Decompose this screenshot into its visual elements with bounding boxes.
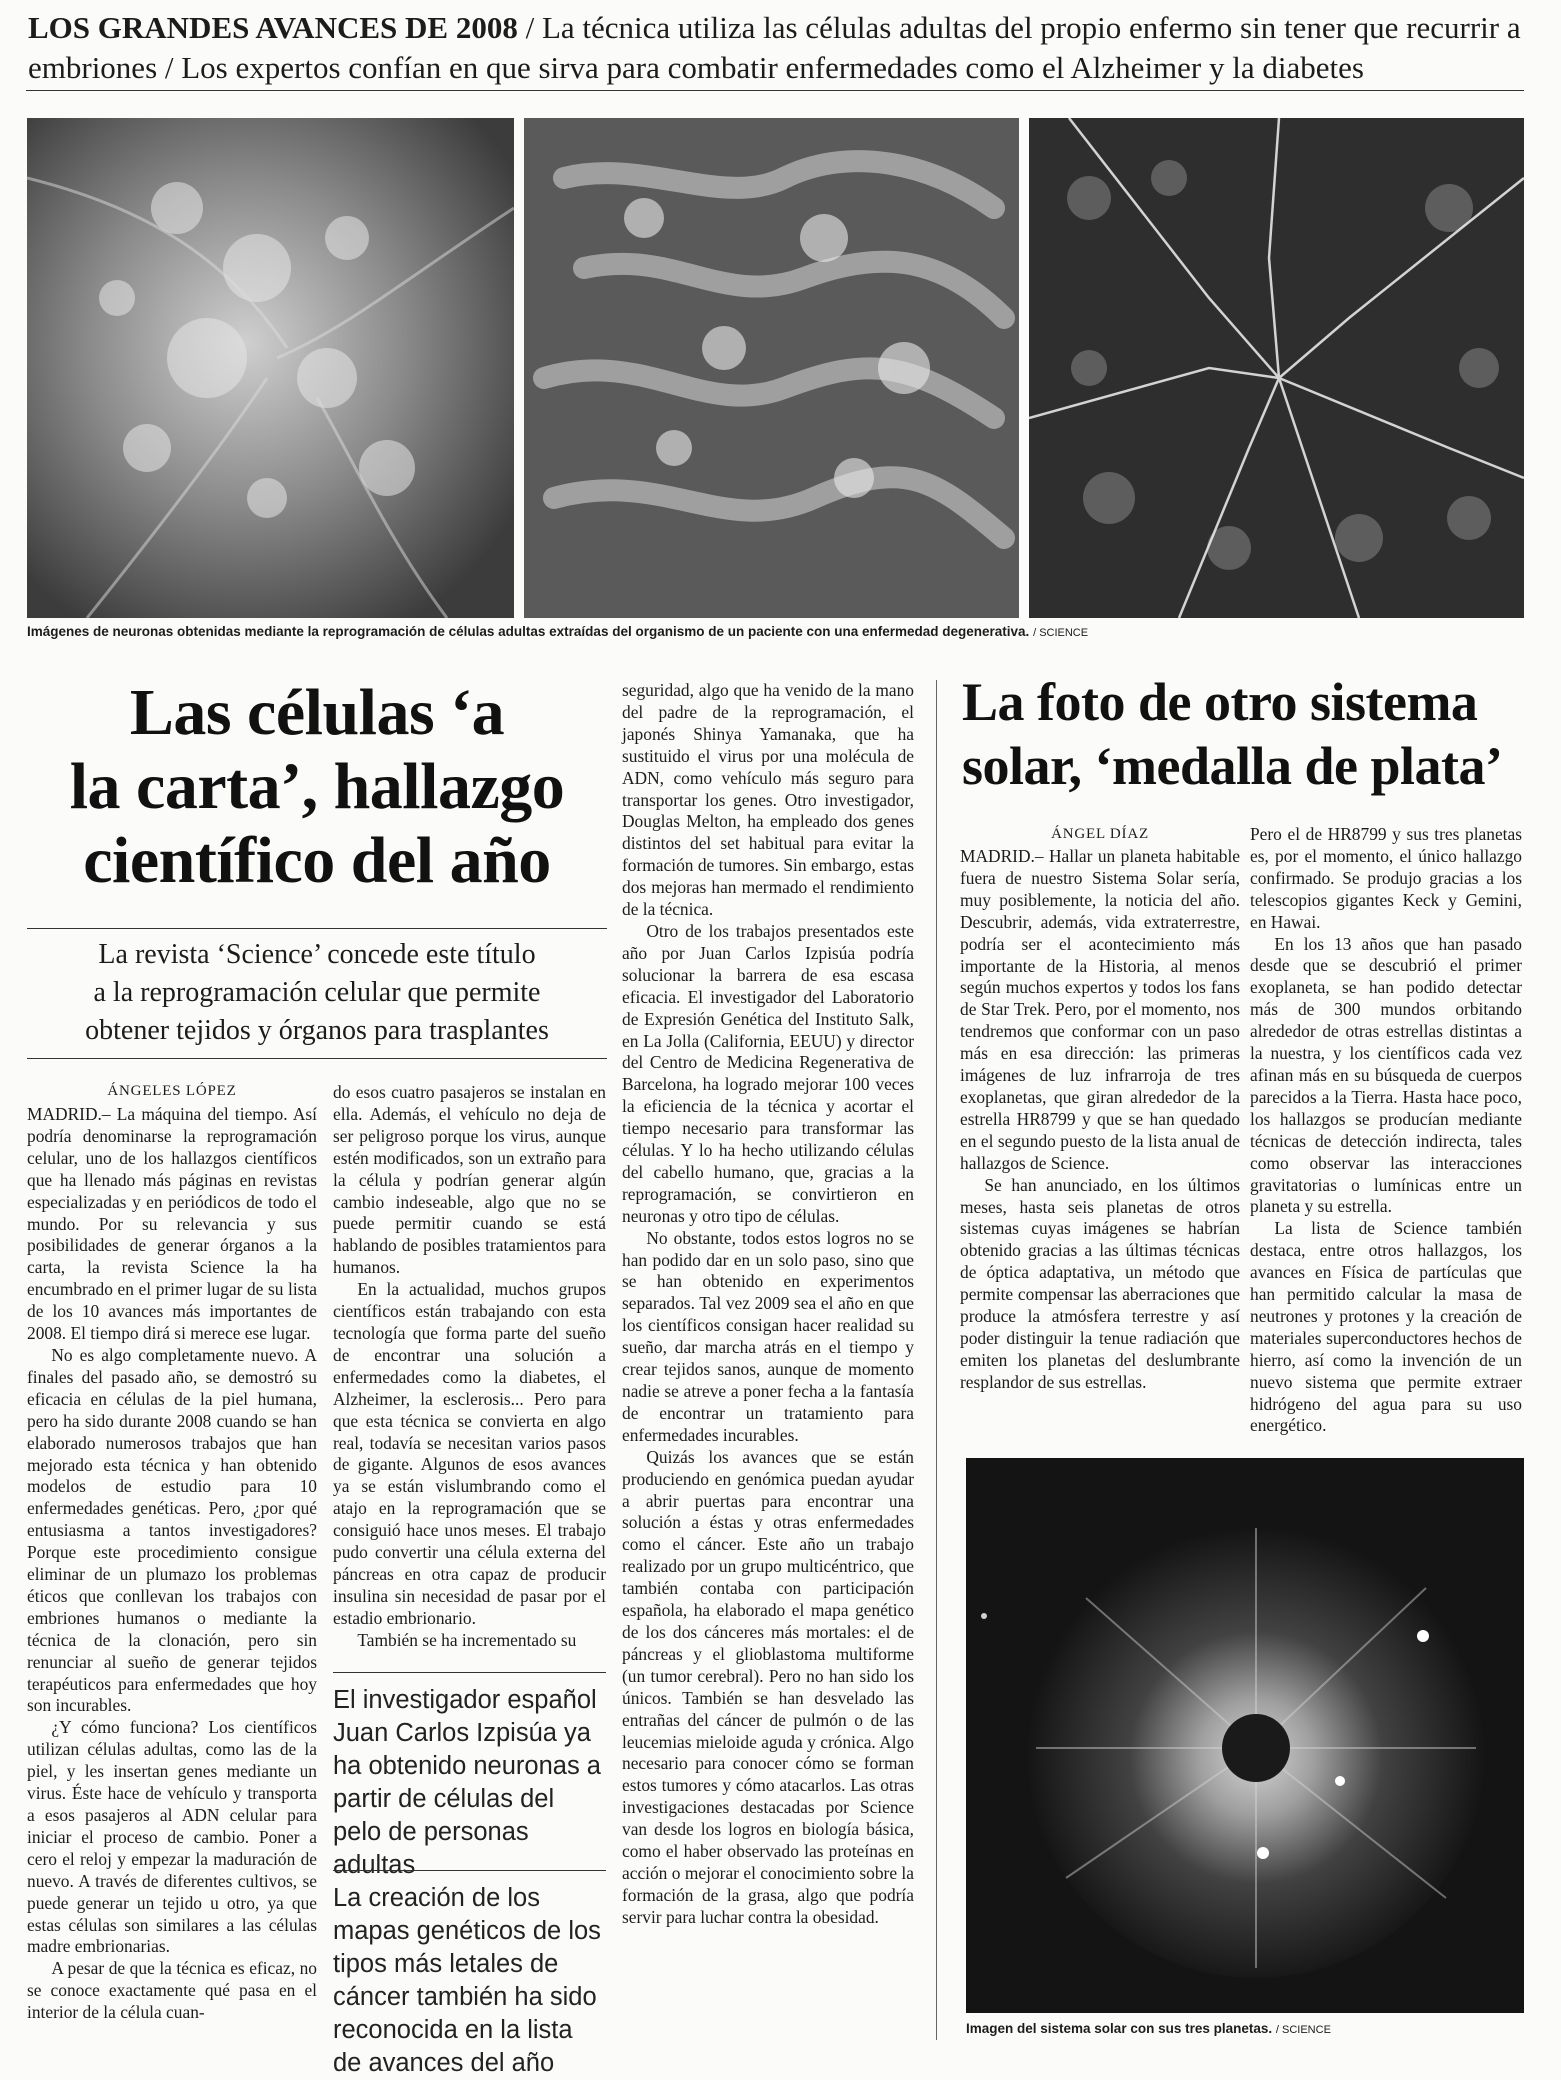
article1-col3-para-3: No obstante, todos estos logros no se han podido dar en un solo paso, sino que se han obtenido en experimentos separados. Tal vez 2009 sea el año en que los científicos consigan hacer realidad su sueño, dar marcha atrás en el tiempo y crear tejidos sanos, aunque de momento nadie se atreve a poner fecha a la fantasía de encontrar un tratamiento para enfermedades incurables.: [622, 1227, 914, 1445]
article1-col2-para-1: do esos cuatro pasajeros se instalan en ella. Además, el vehículo no deja de ser peligroso porque los virus, aunque estén modificados, son un extraño para la célula y podrían generar algún cambio indeseable, algo que no se puede permitir cuando se está hablando de posibles tratamientos para humanos.: [333, 1082, 606, 1278]
article2-col1-para-1: MADRID.– Hallar un planeta habitable fuera de nuestro Sistema Solar sería, muy posiblemente, la noticia del año. Descubrir, además, vida extraterrestre, podría ser el acontecimiento más importante de la Historia, al menos según muchos expertos y todos los fans de Star Trek. Pero, por el momento, nos tendremos que conformar con un paso más en esa dirección: las primeras imágenes de luz infrarroja de tres exoplanetas, que giran alrededor de la estrella HR8799 y que se han quedado en el segundo puesto de la lista anual de hallazgos de Science.: [960, 846, 1240, 1173]
neuron-photo-1: [27, 118, 514, 618]
pull-quote-2: La creación de los mapas genéticos de los tipos más letales de cáncer también ha sido reconocida en la lista de avances del año: [333, 1884, 601, 2077]
article2-headline-line-2: solar, ‘medalla de plata’: [962, 736, 1503, 796]
top-photo-caption-text: Imágenes de neuronas obtenidas mediante la reprogramación de células adultas extraídas del organismo de un paciente con una enfermedad degenerativa.: [27, 624, 1030, 639]
pull-quote-2-top-rule: [333, 1870, 606, 1871]
solar-photo-credit: / SCIENCE: [1275, 2024, 1331, 2036]
article1-col1-para-3: ¿Y cómo funciona? Los científicos utilizan células adultas, como las de la piel, y les insertan genes mediante un virus. Éste hace de vehículo y transporta a esos pasajeros al ADN celular para iniciar el proceso de cambio. Poner a cero el reloj y empezar la maduración de nuevo. A través de diferentes cultivos, se puede generar un tejido u otro, ya que estas células son similares a las células madre embrionarias.: [27, 1717, 317, 1957]
top-photo-credit: / SCIENCE: [1033, 627, 1089, 639]
article1-col3-para-1: seguridad, algo que ha venido de la mano del padre de la reprogramación, el japonés Shinya Yamanaka, que ha sustituido el virus por una molécula de ADN, como vehículo más seguro para transportar los genes. Otro investigador, Douglas Melton, ha empleado dos genes distintos del set habitual para evitar la formación de tumores. Sin embargo, estas dos mejoras han mermado el rendimiento de la técnica.: [622, 680, 914, 920]
header-rule: [26, 90, 1524, 91]
article1-col2-para-2: En la actualidad, muchos grupos científicos están trabajando con esta tecnología que forma parte del sueño de encontrar una solución a enfermedades como la diabetes, el Alzheimer, la esclerosis... Pero para que esta técnica se convierta en algo real, todavía se necesitan varios pasos de gigante. Algunos de esos avances ya se están vislumbrando como el atajo en la reprogramación que se consiguió hace unos meses. El trabajo pudo convertir una célula externa del páncreas en otra capaz de producir insulina sin necesidad de pasar por el estadio embrionario.: [333, 1279, 606, 1628]
section-summary: / La técnica utiliza las células adultas del propio enfermo sin tener que recurrir a embriones / Los expertos confían en que sirva para combatir enfermedades como el Alzheimer y la diabetes: [28, 10, 1521, 85]
pull-quote-1: El investigador español Juan Carlos Izpisúa ya ha obtenido neuronas a partir de células del pelo de personas adultas: [333, 1686, 601, 1879]
article1-byline: ÁNGELES LÓPEZ: [107, 1083, 237, 1099]
solar-photo-caption-text: Imagen del sistema solar con sus tres planetas.: [966, 2021, 1273, 2036]
article1-col1-para-4: A pesar de que la técnica es eficaz, no se conoce exactamente qué pasa en el interior de la célula cuan-: [27, 1958, 317, 2023]
neuron-photo-2: [524, 118, 1019, 618]
article2-column-1: [960, 846, 1240, 1394]
article1-col3-para-4: Quizás los avances que se están produciendo en genómica puedan ayudar a abrir puertas para encontrar una solución a éstas y otras enfermedades como el cáncer. Este año un trabajo realizado por un grupo multicéntrico, que también contaba con participación española, ha elaborado el mapa genético de los dos cánceres más mortales: el de páncreas y el glioblastoma multiforme (un tumor cerebral). Pero no han sido los únicos. También se han desvelado las entrañas del cáncer de pulmón o de las leucemias mieloide aguda y crónica. Algo necesario para conocer cómo se forman estos tumores y cómo atacarlos. Las otras investigaciones destacadas por Science van desde los logros en biología básica, como el haber observado las proteínas en acción o mejorar el conocimiento sobre la formación de la grasa, algo que podría servir para luchar contra la obesidad.: [622, 1446, 914, 1927]
article2-byline: ÁNGEL DÍAZ: [1051, 826, 1149, 842]
section-kicker: LOS GRANDES AVANCES DE 2008: [28, 10, 518, 45]
solar-system-photo: [966, 1458, 1524, 2013]
article2-col1-para-2: Se han anunciado, en los últimos meses, hasta seis planetas de otros sistemas cuyas imágenes se habrían obtenido gracias a las últimas técnicas de óptica adaptativa, un método que permite compensar las aberraciones que produce la atmósfera terrestre y así poder distinguir la tenue radiación que emiten los planetas del deslumbrante resplandor de sus estrellas.: [960, 1174, 1240, 1392]
article1-subhead: [27, 936, 607, 1050]
article1-subhead-line-2: a la reprogramación celular que permite: [93, 977, 541, 1008]
article1-col2-para-3: También se ha incrementado su: [357, 1629, 577, 1650]
article-divider: [936, 680, 937, 2040]
article1-subhead-line-1: La revista ‘Science’ concede este título: [98, 939, 536, 970]
neuron-photo-3: [1029, 118, 1524, 618]
article1-headline-line-1: Las células ‘a: [129, 676, 505, 749]
article1-column-1: [27, 1104, 317, 2024]
article1-column-2: [333, 1082, 606, 1652]
article2-col2-para-2: En los 13 años que han pasado desde que se descubrió el primer exoplaneta, se han podido detectar más de 300 mundos orbitando alrededor de otras estrellas distintas a la nuestra, y los científicos cada vez afinan más en su búsqueda de cuerpos parecidos a la Tierra. Hasta hace poco, los hallazgos se producían mediante técnicas de detección indirecta, tales como observar las interacciones gravitatorias o lumínicas entre un planeta y su estrella.: [1250, 933, 1522, 1217]
section-header: [28, 8, 1523, 88]
article1-col1-para-1: MADRID.– La máquina del tiempo. Así podría denominarse la reprogramación celular, uno de los hallazgos científicos que ha llenado más páginas en revistas especializadas y en periódicos de todo el mundo. Por su relevancia y sus posibilidades de generar órganos a la carta, la revista Science la ha encumbrado en el primer lugar de su lista de los 10 avances más importantes de 2008. El tiempo dirá si merece ese lugar.: [27, 1104, 317, 1344]
top-photo-caption: [27, 623, 1088, 642]
article1-headline: [27, 676, 607, 898]
article2-column-2: [1250, 824, 1522, 1437]
article2-col2-para-3: La lista de Science también destaca, entre otros hallazgos, los avances en Física de partículas que han permitido calcular la masa de neutrones y protones y la creación de materiales superconductores hechos de hierro, así como la invención de un nuevo sistema que permite extraer hidrógeno del agua para su uso energético.: [1250, 1218, 1522, 1436]
subhead-bottom-rule: [27, 1058, 607, 1059]
article2-headline-line-1: La foto de otro sistema: [962, 672, 1478, 732]
pull-quote-1-top-rule: [333, 1672, 606, 1673]
article1-col1-para-2: No es algo completamente nuevo. A finales del pasado año, se demostró su eficacia en células de la piel humana, pero ha sido durante 2008 cuando se han elaborado numerosos trabajos que han mejorado esta técnica y han obtenido modelos de estudio para 10 enfermedades genéticas. Pero, ¿por qué entusiasma a tantos investigadores? Porque este procedimiento consigue eliminar de un plumazo los problemas éticos que conllevan los trabajos con embriones humanos o mediante la técnica de la clonación, pero sin renunciar al sueño de generar tejidos terapéuticos para enfermedades que hoy son incurables.: [27, 1344, 317, 1716]
article2-col2-para-1: Pero el de HR8799 y sus tres planetas es, por el momento, el único hallazgo confirmado. Se produjo gracias a los telescopios gigantes Keck y Gemini, en Hawai.: [1250, 824, 1522, 932]
article1-headline-line-2: la carta’, hallazgo: [69, 750, 565, 823]
subhead-top-rule: [27, 928, 607, 929]
solar-photo-caption: [966, 2020, 1331, 2039]
article1-subhead-line-3: obtener tejidos y órganos para trasplantes: [85, 1015, 549, 1046]
article1-column-3: [622, 680, 914, 1929]
article2-headline: [956, 670, 1522, 798]
article1-col3-para-2: Otro de los trabajos presentados este año por Juan Carlos Izpisúa podría solucionar la barrera de esa escasa eficacia. El investigador del Laboratorio de Expresión Genética del Instituto Salk, en La Jolla (California, EEUU) y director del Centro de Medicina Regenerativa de Barcelona, ha logrado mejorar 100 veces la eficiencia de la técnica y acortar el tiempo necesario para transformar las células. Y lo ha hecho utilizando células del cabello humano, que, gracias a la reprogramación, se convirtieron en neuronas y otro tipo de células.: [622, 920, 914, 1226]
article1-headline-line-3: científico del año: [83, 824, 551, 897]
